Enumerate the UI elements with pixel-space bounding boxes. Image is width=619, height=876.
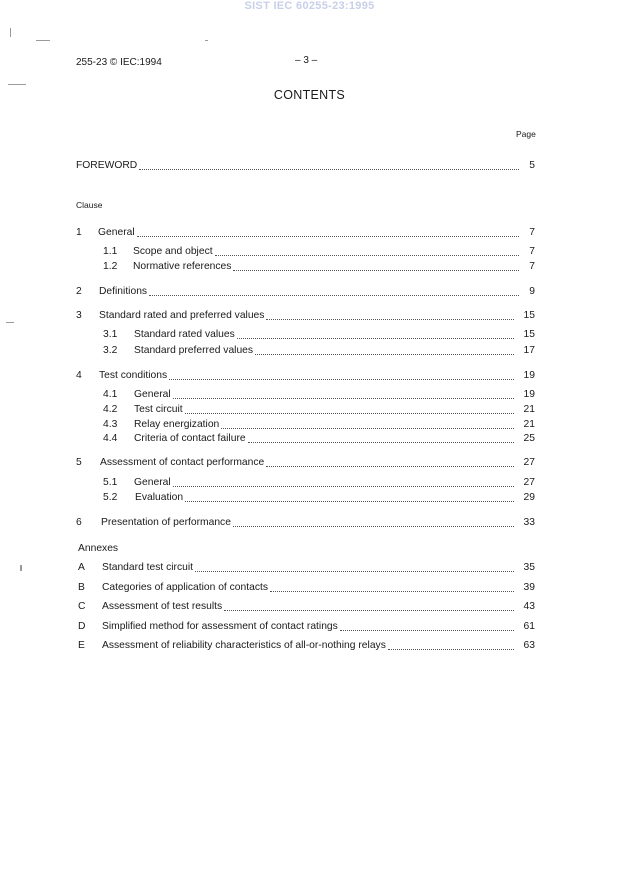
page-number: – 3 – [295,55,318,66]
scan-speck [6,322,14,323]
leader-dots [173,486,514,487]
toc-entry [76,517,535,531]
leader-dots [248,442,514,443]
annexes-heading: Annexes [78,543,119,554]
toc-entry [103,477,535,491]
toc-entry [76,370,535,384]
toc-entry-page: 27 [523,457,535,468]
toc-entry-label: Scope and object [133,246,213,257]
leader-dots [270,591,514,592]
toc-entry-number: A [78,562,85,573]
toc-entry-label: Standard rated values [134,329,235,340]
toc-entry-number: 5.2 [103,492,118,503]
toc-entry [103,433,535,447]
leader-dots [233,526,514,527]
toc-entry-page: 15 [523,310,535,321]
toc-entry-label: Standard preferred values [134,345,254,356]
toc-entry [78,621,535,635]
leader-dots [215,255,519,256]
leader-dots [266,466,514,467]
toc-entry-page: 21 [523,404,535,415]
toc-entry [103,345,535,359]
toc-entry-label: Evaluation [135,492,184,503]
toc-entry [76,310,535,324]
leader-dots [237,338,514,339]
toc-entry [78,640,535,654]
toc-entry-label: Assessment of test results [102,601,223,612]
document-reference: 255-23 © IEC:1994 [76,57,162,68]
leader-dots [185,501,514,502]
leader-dots [388,649,514,650]
toc-entry-label: General [134,477,171,488]
toc-entry-label: Standard test circuit [102,562,193,573]
toc-entry-label: Simplified method for assessment of contact ratings [102,621,338,632]
toc-entry-number: 3.1 [103,329,118,340]
toc-entry [103,246,535,260]
toc-entry-number: B [78,582,85,593]
toc-entry-page: 7 [529,261,535,272]
toc-entry-page: 25 [523,433,535,444]
toc-entry-number: 4.4 [103,433,118,444]
toc-entry-page: 61 [523,621,535,632]
toc-foreword-label: FOREWORD [76,160,138,171]
toc-entry-number: 6 [76,517,82,528]
page-column-label: Page [516,129,536,139]
toc-entry-label: Presentation of performance [101,517,231,528]
toc-entry [76,227,535,241]
leader-dots [266,319,514,320]
leader-dots [195,571,514,572]
toc-entry-number: 4.3 [103,419,118,430]
toc-entry-page: 33 [523,517,535,528]
toc-entry-label: Test conditions [99,370,168,381]
toc-entry [78,582,535,596]
toc-foreword-page: 5 [529,160,535,171]
toc-entry-number: 3 [76,310,82,321]
toc-entry [78,562,535,576]
toc-entry-number: 1.2 [103,261,118,272]
toc-entry-label: General [134,389,171,400]
toc-entry-number: 1.1 [103,246,118,257]
toc-entry-page: 9 [529,286,535,297]
toc-entry [78,601,535,615]
toc-entry [103,329,535,343]
toc-entry-number: 4.2 [103,404,118,415]
scan-speck [20,565,22,571]
toc-entry-page: 19 [523,389,535,400]
toc-entry-page: 15 [523,329,535,340]
toc-entry-label: Relay energization [134,419,220,430]
toc-entry-label: Definitions [99,286,148,297]
scan-speck [10,28,11,37]
toc-entry-number: 5 [76,457,82,468]
leader-dots [173,398,514,399]
toc-entry-page: 7 [529,246,535,257]
toc-entry [103,492,535,506]
toc-entry [103,404,535,418]
toc-entry-page: 27 [523,477,535,488]
toc-entry-label: Assessment of contact performance [100,457,265,468]
leader-dots [185,413,514,414]
toc-entry-label: Categories of application of contacts [102,582,268,593]
toc-entry-label: General [98,227,135,238]
toc-entry-label: Normative references [133,261,232,272]
leader-dots [233,270,519,271]
toc-entry [103,261,535,275]
toc-entry-label: Criteria of contact failure [134,433,246,444]
toc-entry-number: 3.2 [103,345,118,356]
leader-dots [149,295,519,296]
scan-speck [36,40,50,41]
toc-entry-page: 17 [523,345,535,356]
scan-speck [8,84,26,85]
toc-entry-number: D [78,621,86,632]
leader-dots [255,354,514,355]
toc-entry [103,389,535,403]
toc-entry-page: 35 [523,562,535,573]
watermark: SIST IEC 60255-23:1995 [244,0,375,12]
toc-entry-label: Test circuit [134,404,183,415]
toc-entry-page: 39 [523,582,535,593]
leader-dots [340,630,514,631]
leader-dots [137,236,519,237]
toc-entry-label: Standard rated and preferred values [99,310,265,321]
toc-entry-page: 63 [523,640,535,651]
leader-dots [139,169,519,170]
toc-entry-page: 43 [523,601,535,612]
toc-entry-page: 19 [523,370,535,381]
toc-entry [76,457,535,471]
scan-speck [205,40,208,41]
toc-entry [76,286,535,300]
toc-entry-number: 4 [76,370,82,381]
toc-entry-number: 2 [76,286,82,297]
toc-entry-page: 21 [523,419,535,430]
toc-entry-number: E [78,640,85,651]
toc-foreword [76,160,535,174]
toc-entry-page: 7 [529,227,535,238]
leader-dots [221,428,514,429]
toc-entry-number: C [78,601,86,612]
toc-entry [103,419,535,433]
clause-heading: Clause [76,200,103,210]
toc-entry-label: Assessment of reliability characteristics of all-or-nothing relays [102,640,386,651]
toc-entry-number: 4.1 [103,389,118,400]
page-title: CONTENTS [273,88,346,102]
toc-entry-page: 29 [523,492,535,503]
toc-entry-number: 1 [76,227,82,238]
toc-entry-number: 5.1 [103,477,118,488]
leader-dots [169,379,514,380]
leader-dots [224,610,514,611]
